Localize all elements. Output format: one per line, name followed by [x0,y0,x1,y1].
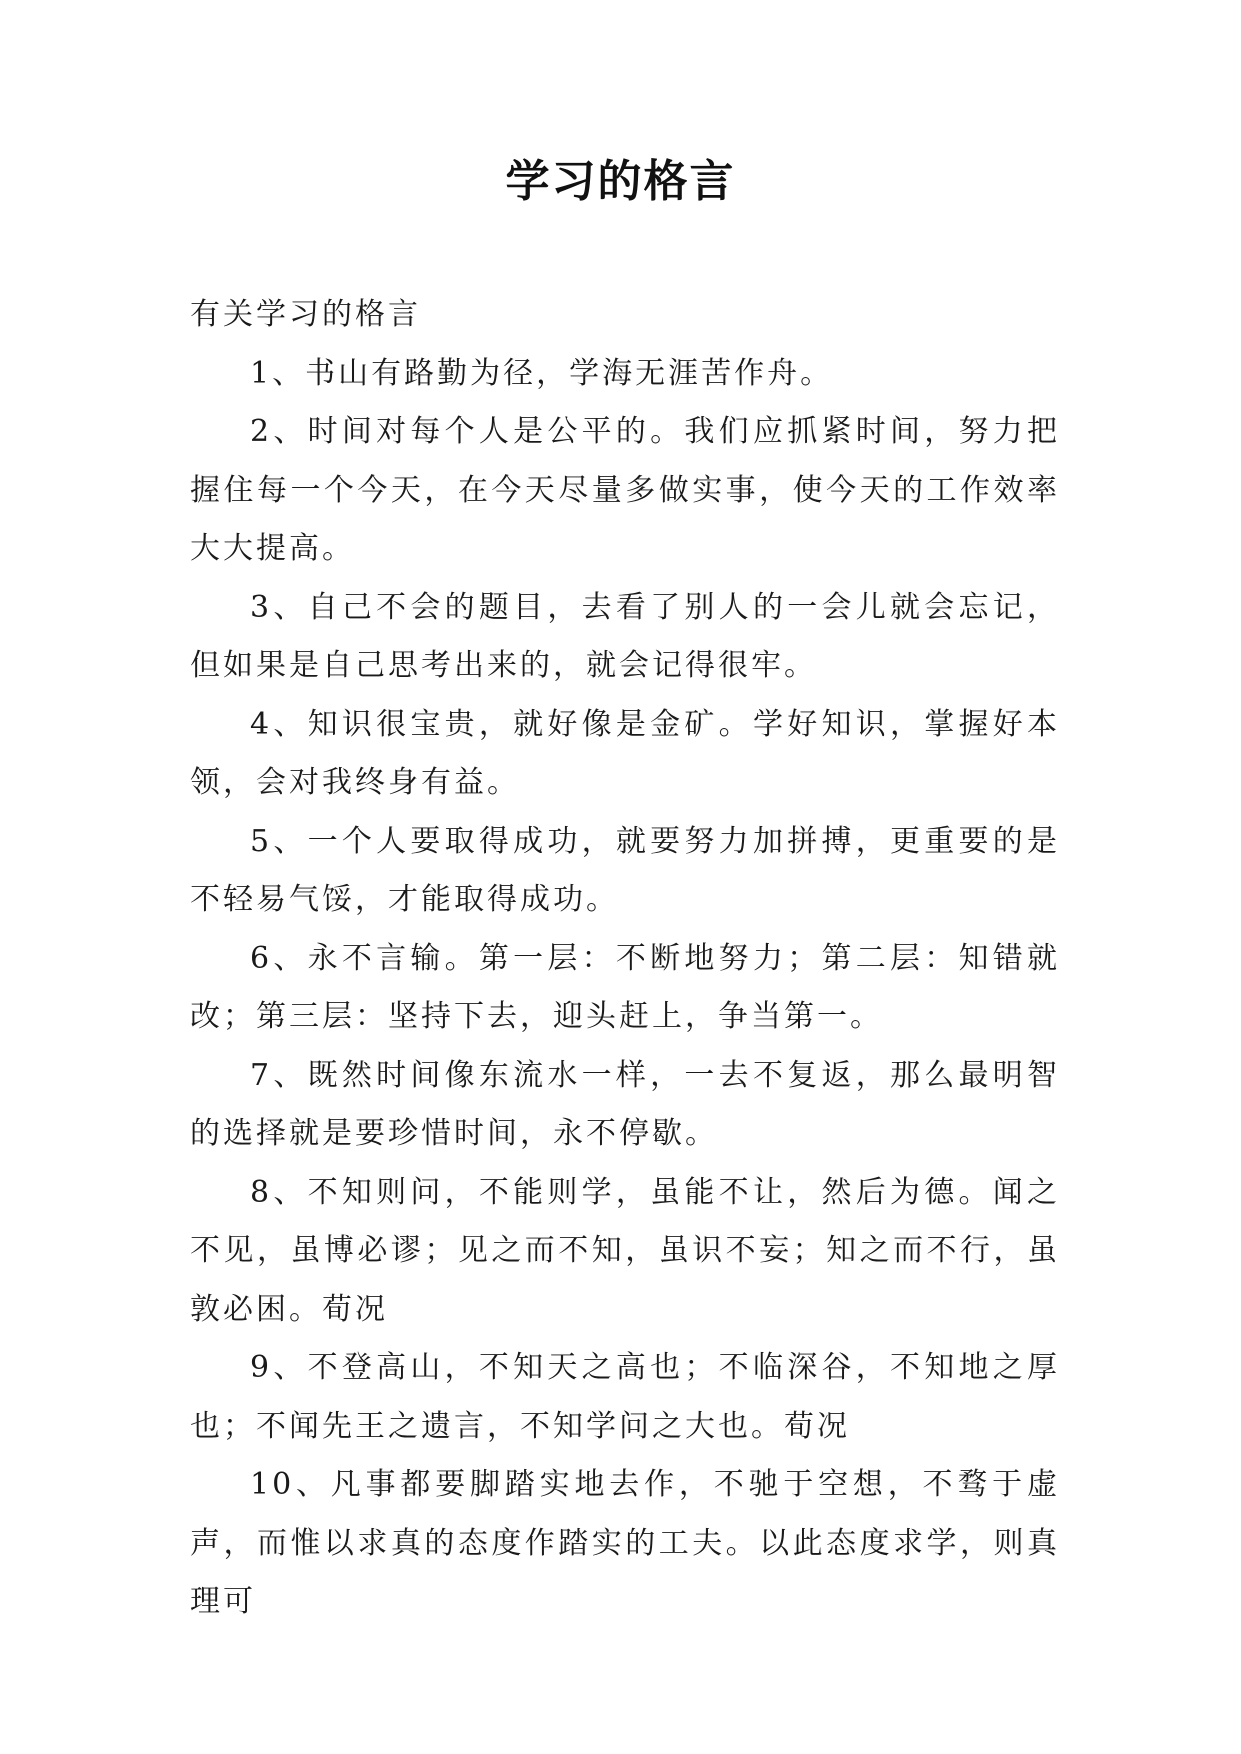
document-subtitle: 有关学习的格言 [190,297,421,332]
quote-item: 9、不登高山，不知天之高也；不临深谷，不知地之厚也；不闻先王之遗言，不知学问之大也。荀况 [190,1350,1060,1444]
quote-item: 6、永不言输。第一层：不断地努力；第二层：知错就改；第三层：坚持下去，迎头赶上，争当第一。 [190,940,1060,1034]
document-title: 学习的格言 [505,156,736,207]
quote-item: 1、书山有路勤为径，学海无涯苦作舟。 [250,355,834,391]
quote-item: 5、一个人要取得成功，就要努力加拼搏，更重要的是不轻易气馁，才能取得成功。 [190,823,1060,917]
quote-item: 7、既然时间像东流水一样，一去不复返，那么最明智的选择就是要珍惜时间，永不停歇。 [190,1057,1060,1151]
quote-item: 10、凡事都要脚踏实地去作，不驰于空想，不骛于虚声，而惟以求真的态度作踏实的工夫。以此态度求学，则真理可 [190,1467,1060,1619]
quote-item: 2、时间对每个人是公平的。我们应抓紧时间，努力把握住每一个今天，在今天尽量多做实事，使今天的工作效率大大提高。 [190,414,1060,566]
quote-item: 8、不知则问，不能则学，虽能不让，然后为德。闻之不见，虽博必谬；见之而不知，虽识不妄；知之而不行，虽敦必困。荀况 [190,1174,1060,1327]
document-body [190,286,1060,1632]
quote-item: 3、自己不会的题目，去看了别人的一会儿就会忘记，但如果是自己思考出来的，就会记得很牢。 [190,589,1060,683]
quote-item: 4、知识很宝贵，就好像是金矿。学好知识，掌握好本领，会对我终身有益。 [190,706,1060,800]
